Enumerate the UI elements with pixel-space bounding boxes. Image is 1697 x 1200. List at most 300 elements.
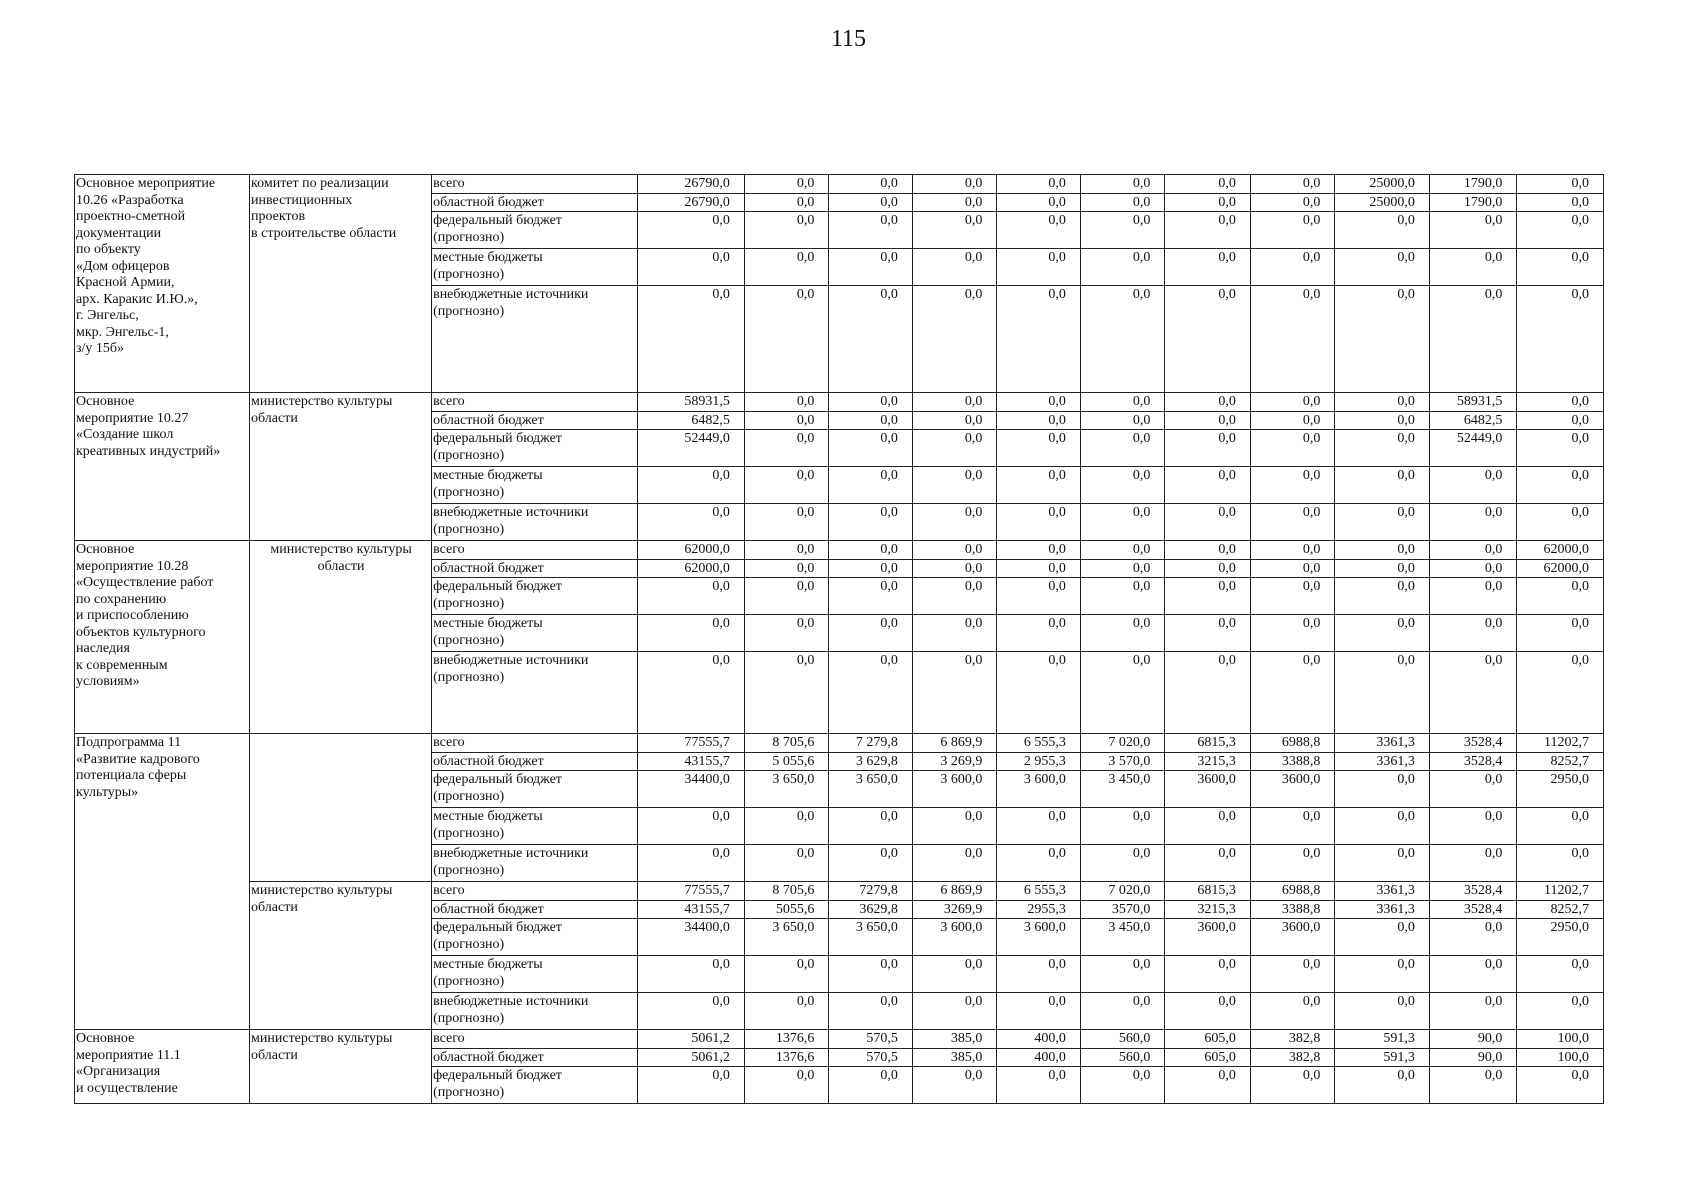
amount-cell: 0,0 bbox=[1250, 393, 1334, 412]
amount-cell: 0,0 bbox=[1335, 249, 1430, 286]
amount-cell: 0,0 bbox=[1250, 845, 1334, 882]
amount-cell: 62000,0 bbox=[1517, 541, 1604, 560]
activity-name-cell: Основное мероприятие 11.1 «Организация и осуществление bbox=[75, 1030, 250, 1104]
amount-cell: 0,0 bbox=[1250, 504, 1334, 541]
amount-cell: 0,0 bbox=[638, 808, 745, 845]
amount-cell: 0,0 bbox=[997, 578, 1080, 615]
amount-cell: 0,0 bbox=[829, 249, 912, 286]
amount-cell: 0,0 bbox=[1080, 956, 1164, 993]
amount-cell: 0,0 bbox=[997, 249, 1080, 286]
amount-cell: 0,0 bbox=[1250, 411, 1334, 430]
amount-cell: 0,0 bbox=[829, 1067, 912, 1104]
funding-source-cell: федеральный бюджет (прогнозно) bbox=[432, 771, 638, 808]
funding-source-cell: всего bbox=[432, 541, 638, 560]
amount-cell: 0,0 bbox=[638, 212, 745, 249]
amount-cell: 0,0 bbox=[638, 652, 745, 734]
funding-source-cell: областной бюджет bbox=[432, 1048, 638, 1067]
funding-source-cell: внебюджетные источники (прогнозно) bbox=[432, 652, 638, 734]
amount-cell: 0,0 bbox=[1429, 212, 1517, 249]
amount-cell: 3528,4 bbox=[1429, 882, 1517, 901]
amount-cell: 0,0 bbox=[1335, 808, 1430, 845]
amount-cell: 0,0 bbox=[1080, 808, 1164, 845]
funding-source-cell: всего bbox=[432, 882, 638, 901]
amount-cell: 3600,0 bbox=[1250, 771, 1334, 808]
amount-cell: 3570,0 bbox=[1080, 900, 1164, 919]
amount-cell: 2 955,3 bbox=[997, 752, 1080, 771]
amount-cell: 6988,8 bbox=[1250, 734, 1334, 753]
funding-source-cell: федеральный бюджет (прогнозно) bbox=[432, 919, 638, 956]
amount-cell: 0,0 bbox=[1517, 956, 1604, 993]
amount-cell: 0,0 bbox=[744, 808, 828, 845]
amount-cell: 0,0 bbox=[1517, 175, 1604, 194]
activity-name-cell: Основное мероприятие 10.26 «Разработка проектно-сметной документации по объекту «Дом офицеров Красной Армии, арх. Каракис И.Ю.», г. Энгельс, мкр. Энгельс-1, з/у 15б» bbox=[75, 175, 250, 393]
funding-source-cell: внебюджетные источники (прогнозно) bbox=[432, 504, 638, 541]
funding-source-cell: внебюджетные источники (прогнозно) bbox=[432, 845, 638, 882]
amount-cell: 0,0 bbox=[1335, 430, 1430, 467]
amount-cell: 0,0 bbox=[1335, 956, 1430, 993]
amount-cell: 0,0 bbox=[1429, 808, 1517, 845]
amount-cell: 0,0 bbox=[1165, 249, 1251, 286]
amount-cell: 0,0 bbox=[997, 541, 1080, 560]
amount-cell: 0,0 bbox=[638, 615, 745, 652]
amount-cell: 0,0 bbox=[1429, 652, 1517, 734]
amount-cell: 0,0 bbox=[829, 175, 912, 194]
amount-cell: 0,0 bbox=[1165, 578, 1251, 615]
amount-cell: 0,0 bbox=[829, 393, 912, 412]
amount-cell: 382,8 bbox=[1250, 1048, 1334, 1067]
amount-cell: 0,0 bbox=[1165, 541, 1251, 560]
amount-cell: 3 650,0 bbox=[744, 919, 828, 956]
amount-cell: 3 269,9 bbox=[912, 752, 996, 771]
amount-cell: 6482,5 bbox=[1429, 411, 1517, 430]
amount-cell: 0,0 bbox=[1080, 175, 1164, 194]
amount-cell: 0,0 bbox=[1335, 919, 1430, 956]
amount-cell: 0,0 bbox=[1335, 845, 1430, 882]
amount-cell: 0,0 bbox=[829, 212, 912, 249]
amount-cell: 3215,3 bbox=[1165, 752, 1251, 771]
amount-cell: 0,0 bbox=[912, 193, 996, 212]
amount-cell: 0,0 bbox=[1080, 249, 1164, 286]
amount-cell: 3388,8 bbox=[1250, 752, 1334, 771]
amount-cell: 0,0 bbox=[1165, 1067, 1251, 1104]
amount-cell: 0,0 bbox=[912, 504, 996, 541]
funding-source-cell: федеральный бюджет (прогнозно) bbox=[432, 1067, 638, 1104]
amount-cell: 0,0 bbox=[997, 393, 1080, 412]
amount-cell: 0,0 bbox=[997, 175, 1080, 194]
amount-cell: 5061,2 bbox=[638, 1048, 745, 1067]
amount-cell: 0,0 bbox=[1429, 993, 1517, 1030]
amount-cell: 382,8 bbox=[1250, 1030, 1334, 1049]
amount-cell: 0,0 bbox=[1429, 1067, 1517, 1104]
amount-cell: 0,0 bbox=[912, 286, 996, 393]
amount-cell: 0,0 bbox=[997, 286, 1080, 393]
funding-source-cell: всего bbox=[432, 393, 638, 412]
amount-cell: 0,0 bbox=[1165, 615, 1251, 652]
amount-cell: 0,0 bbox=[1335, 771, 1430, 808]
amount-cell: 0,0 bbox=[912, 615, 996, 652]
amount-cell: 3 450,0 bbox=[1080, 919, 1164, 956]
amount-cell: 0,0 bbox=[912, 845, 996, 882]
amount-cell: 0,0 bbox=[912, 808, 996, 845]
funding-source-cell: областной бюджет bbox=[432, 559, 638, 578]
amount-cell: 0,0 bbox=[1429, 559, 1517, 578]
amount-cell: 0,0 bbox=[829, 193, 912, 212]
amount-cell: 0,0 bbox=[1165, 652, 1251, 734]
funding-source-cell: местные бюджеты (прогнозно) bbox=[432, 467, 638, 504]
amount-cell: 0,0 bbox=[1335, 578, 1430, 615]
funding-source-cell: всего bbox=[432, 175, 638, 194]
amount-cell: 1790,0 bbox=[1429, 193, 1517, 212]
amount-cell: 6815,3 bbox=[1165, 882, 1251, 901]
amount-cell: 0,0 bbox=[1250, 578, 1334, 615]
amount-cell: 0,0 bbox=[912, 578, 996, 615]
amount-cell: 605,0 bbox=[1165, 1048, 1251, 1067]
amount-cell: 0,0 bbox=[1517, 578, 1604, 615]
amount-cell: 3361,3 bbox=[1335, 900, 1430, 919]
amount-cell: 0,0 bbox=[1165, 212, 1251, 249]
amount-cell: 0,0 bbox=[1250, 430, 1334, 467]
amount-cell: 0,0 bbox=[744, 845, 828, 882]
amount-cell: 0,0 bbox=[1080, 393, 1164, 412]
amount-cell: 0,0 bbox=[1429, 249, 1517, 286]
amount-cell: 0,0 bbox=[912, 993, 996, 1030]
amount-cell: 0,0 bbox=[912, 467, 996, 504]
amount-cell: 0,0 bbox=[1080, 578, 1164, 615]
amount-cell: 385,0 bbox=[912, 1030, 996, 1049]
funding-source-cell: всего bbox=[432, 734, 638, 753]
amount-cell: 0,0 bbox=[638, 249, 745, 286]
amount-cell: 0,0 bbox=[829, 615, 912, 652]
amount-cell: 1376,6 bbox=[744, 1030, 828, 1049]
amount-cell: 0,0 bbox=[1517, 615, 1604, 652]
page-number: 115 bbox=[830, 26, 867, 52]
funding-source-cell: местные бюджеты (прогнозно) bbox=[432, 956, 638, 993]
amount-cell: 0,0 bbox=[1250, 212, 1334, 249]
funding-source-cell: всего bbox=[432, 1030, 638, 1049]
amount-cell: 7 020,0 bbox=[1080, 882, 1164, 901]
amount-cell: 0,0 bbox=[1335, 411, 1430, 430]
amount-cell: 3 600,0 bbox=[997, 919, 1080, 956]
amount-cell: 3 650,0 bbox=[744, 771, 828, 808]
amount-cell: 1376,6 bbox=[744, 1048, 828, 1067]
amount-cell: 0,0 bbox=[1250, 249, 1334, 286]
amount-cell: 3 600,0 bbox=[912, 919, 996, 956]
table-row bbox=[75, 393, 1604, 412]
amount-cell: 3361,3 bbox=[1335, 734, 1430, 753]
amount-cell: 0,0 bbox=[1250, 808, 1334, 845]
amount-cell: 3361,3 bbox=[1335, 752, 1430, 771]
amount-cell: 3 600,0 bbox=[912, 771, 996, 808]
amount-cell: 0,0 bbox=[1165, 175, 1251, 194]
amount-cell: 5061,2 bbox=[638, 1030, 745, 1049]
amount-cell: 26790,0 bbox=[638, 193, 745, 212]
amount-cell: 0,0 bbox=[1250, 559, 1334, 578]
amount-cell: 34400,0 bbox=[638, 919, 745, 956]
amount-cell: 0,0 bbox=[1517, 411, 1604, 430]
amount-cell: 0,0 bbox=[744, 411, 828, 430]
amount-cell: 0,0 bbox=[1429, 615, 1517, 652]
amount-cell: 43155,7 bbox=[638, 752, 745, 771]
table-row bbox=[75, 175, 1604, 194]
amount-cell: 25000,0 bbox=[1335, 175, 1430, 194]
amount-cell: 0,0 bbox=[912, 175, 996, 194]
amount-cell: 0,0 bbox=[1517, 652, 1604, 734]
amount-cell: 3 570,0 bbox=[1080, 752, 1164, 771]
activity-name-cell: Основное мероприятие 10.28 «Осуществление работ по сохранению и приспособлению объектов культурного наследия к современным условиям» bbox=[75, 541, 250, 734]
amount-cell: 0,0 bbox=[1517, 430, 1604, 467]
amount-cell: 3361,3 bbox=[1335, 882, 1430, 901]
amount-cell: 0,0 bbox=[744, 578, 828, 615]
amount-cell: 8252,7 bbox=[1517, 752, 1604, 771]
amount-cell: 11202,7 bbox=[1517, 734, 1604, 753]
amount-cell: 0,0 bbox=[1517, 467, 1604, 504]
amount-cell: 0,0 bbox=[744, 615, 828, 652]
amount-cell: 0,0 bbox=[1335, 615, 1430, 652]
amount-cell: 0,0 bbox=[744, 193, 828, 212]
amount-cell: 0,0 bbox=[744, 559, 828, 578]
amount-cell: 0,0 bbox=[744, 212, 828, 249]
amount-cell: 43155,7 bbox=[638, 900, 745, 919]
amount-cell: 62000,0 bbox=[638, 541, 745, 560]
amount-cell: 0,0 bbox=[1517, 808, 1604, 845]
amount-cell: 0,0 bbox=[1165, 393, 1251, 412]
funding-source-cell: областной бюджет bbox=[432, 193, 638, 212]
amount-cell: 3528,4 bbox=[1429, 900, 1517, 919]
amount-cell: 7279,8 bbox=[829, 882, 912, 901]
amount-cell: 0,0 bbox=[1429, 286, 1517, 393]
amount-cell: 0,0 bbox=[638, 993, 745, 1030]
amount-cell: 0,0 bbox=[1250, 1067, 1334, 1104]
amount-cell: 77555,7 bbox=[638, 734, 745, 753]
amount-cell: 0,0 bbox=[638, 578, 745, 615]
funding-source-cell: областной бюджет bbox=[432, 411, 638, 430]
executor-cell: министерство культуры области bbox=[250, 882, 432, 1030]
amount-cell: 90,0 bbox=[1429, 1048, 1517, 1067]
amount-cell: 26790,0 bbox=[638, 175, 745, 194]
amount-cell: 0,0 bbox=[1165, 993, 1251, 1030]
amount-cell: 8 705,6 bbox=[744, 882, 828, 901]
amount-cell: 0,0 bbox=[829, 652, 912, 734]
amount-cell: 3528,4 bbox=[1429, 734, 1517, 753]
amount-cell: 0,0 bbox=[829, 411, 912, 430]
amount-cell: 0,0 bbox=[1080, 559, 1164, 578]
amount-cell: 8252,7 bbox=[1517, 900, 1604, 919]
amount-cell: 0,0 bbox=[744, 286, 828, 393]
executor-cell: министерство культуры области bbox=[250, 541, 432, 734]
amount-cell: 90,0 bbox=[1429, 1030, 1517, 1049]
table-row bbox=[75, 1030, 1604, 1049]
amount-cell: 0,0 bbox=[744, 504, 828, 541]
amount-cell: 0,0 bbox=[997, 411, 1080, 430]
amount-cell: 11202,7 bbox=[1517, 882, 1604, 901]
amount-cell: 385,0 bbox=[912, 1048, 996, 1067]
amount-cell: 0,0 bbox=[1080, 411, 1164, 430]
funding-source-cell: федеральный бюджет (прогнозно) bbox=[432, 212, 638, 249]
amount-cell: 0,0 bbox=[912, 212, 996, 249]
amount-cell: 0,0 bbox=[997, 993, 1080, 1030]
amount-cell: 0,0 bbox=[997, 808, 1080, 845]
amount-cell: 0,0 bbox=[1080, 286, 1164, 393]
amount-cell: 0,0 bbox=[1517, 249, 1604, 286]
amount-cell: 0,0 bbox=[744, 956, 828, 993]
amount-cell: 0,0 bbox=[1250, 467, 1334, 504]
amount-cell: 0,0 bbox=[1429, 541, 1517, 560]
amount-cell: 3600,0 bbox=[1250, 919, 1334, 956]
amount-cell: 560,0 bbox=[1080, 1030, 1164, 1049]
amount-cell: 0,0 bbox=[1335, 212, 1430, 249]
amount-cell: 0,0 bbox=[1429, 578, 1517, 615]
amount-cell: 0,0 bbox=[1335, 993, 1430, 1030]
amount-cell: 0,0 bbox=[997, 430, 1080, 467]
amount-cell: 3269,9 bbox=[912, 900, 996, 919]
amount-cell: 1790,0 bbox=[1429, 175, 1517, 194]
amount-cell: 0,0 bbox=[1080, 504, 1164, 541]
amount-cell: 6 555,3 bbox=[997, 882, 1080, 901]
amount-cell: 3 650,0 bbox=[829, 771, 912, 808]
amount-cell: 6988,8 bbox=[1250, 882, 1334, 901]
amount-cell: 6 869,9 bbox=[912, 734, 996, 753]
amount-cell: 0,0 bbox=[997, 559, 1080, 578]
amount-cell: 5 055,6 bbox=[744, 752, 828, 771]
amount-cell: 100,0 bbox=[1517, 1048, 1604, 1067]
funding-source-cell: внебюджетные источники (прогнозно) bbox=[432, 993, 638, 1030]
amount-cell: 25000,0 bbox=[1335, 193, 1430, 212]
amount-cell: 0,0 bbox=[744, 467, 828, 504]
amount-cell: 0,0 bbox=[1517, 212, 1604, 249]
amount-cell: 0,0 bbox=[997, 212, 1080, 249]
amount-cell: 3600,0 bbox=[1165, 771, 1251, 808]
amount-cell: 62000,0 bbox=[638, 559, 745, 578]
amount-cell: 0,0 bbox=[997, 467, 1080, 504]
amount-cell: 58931,5 bbox=[638, 393, 745, 412]
amount-cell: 0,0 bbox=[1335, 393, 1430, 412]
amount-cell: 100,0 bbox=[1517, 1030, 1604, 1049]
amount-cell: 0,0 bbox=[744, 393, 828, 412]
amount-cell: 0,0 bbox=[1165, 845, 1251, 882]
table-row bbox=[75, 734, 1604, 753]
amount-cell: 0,0 bbox=[1335, 1067, 1430, 1104]
amount-cell: 34400,0 bbox=[638, 771, 745, 808]
amount-cell: 0,0 bbox=[1250, 541, 1334, 560]
amount-cell: 3 450,0 bbox=[1080, 771, 1164, 808]
amount-cell: 0,0 bbox=[638, 956, 745, 993]
funding-source-cell: внебюджетные источники (прогнозно) bbox=[432, 286, 638, 393]
amount-cell: 0,0 bbox=[1080, 467, 1164, 504]
amount-cell: 570,5 bbox=[829, 1030, 912, 1049]
activity-name-cell: Основное мероприятие 10.27 «Создание школ креативных индустрий» bbox=[75, 393, 250, 541]
amount-cell: 0,0 bbox=[997, 615, 1080, 652]
activity-name-cell: Подпрограмма 11 «Развитие кадрового потенциала сферы культуры» bbox=[75, 734, 250, 1030]
amount-cell: 6 555,3 bbox=[997, 734, 1080, 753]
amount-cell: 0,0 bbox=[912, 393, 996, 412]
amount-cell: 7 279,8 bbox=[829, 734, 912, 753]
amount-cell: 0,0 bbox=[829, 559, 912, 578]
amount-cell: 0,0 bbox=[1080, 1067, 1164, 1104]
amount-cell: 0,0 bbox=[1165, 430, 1251, 467]
amount-cell: 0,0 bbox=[1429, 956, 1517, 993]
amount-cell: 0,0 bbox=[1165, 559, 1251, 578]
amount-cell: 0,0 bbox=[744, 430, 828, 467]
table-row bbox=[75, 541, 1604, 560]
amount-cell: 5055,6 bbox=[744, 900, 828, 919]
funding-source-cell: областной бюджет bbox=[432, 900, 638, 919]
amount-cell: 0,0 bbox=[638, 286, 745, 393]
amount-cell: 0,0 bbox=[1429, 771, 1517, 808]
amount-cell: 0,0 bbox=[1429, 467, 1517, 504]
amount-cell: 3528,4 bbox=[1429, 752, 1517, 771]
amount-cell: 62000,0 bbox=[1517, 559, 1604, 578]
amount-cell: 0,0 bbox=[1165, 504, 1251, 541]
amount-cell: 0,0 bbox=[744, 175, 828, 194]
budget-table bbox=[74, 174, 1604, 1104]
amount-cell: 0,0 bbox=[1080, 845, 1164, 882]
table-row bbox=[75, 882, 1604, 901]
executor-cell: комитет по реализации инвестиционных проектов в строительстве области bbox=[250, 175, 432, 393]
amount-cell: 0,0 bbox=[912, 430, 996, 467]
amount-cell: 0,0 bbox=[1335, 559, 1430, 578]
funding-source-cell: местные бюджеты (прогнозно) bbox=[432, 615, 638, 652]
amount-cell: 0,0 bbox=[912, 541, 996, 560]
executor-cell: министерство культуры области bbox=[250, 393, 432, 541]
amount-cell: 0,0 bbox=[1517, 393, 1604, 412]
amount-cell: 0,0 bbox=[997, 1067, 1080, 1104]
amount-cell: 0,0 bbox=[1165, 411, 1251, 430]
amount-cell: 0,0 bbox=[1335, 504, 1430, 541]
amount-cell: 0,0 bbox=[1250, 652, 1334, 734]
amount-cell: 0,0 bbox=[1517, 504, 1604, 541]
amount-cell: 560,0 bbox=[1080, 1048, 1164, 1067]
amount-cell: 0,0 bbox=[829, 578, 912, 615]
amount-cell: 0,0 bbox=[1429, 504, 1517, 541]
amount-cell: 0,0 bbox=[1165, 286, 1251, 393]
amount-cell: 0,0 bbox=[638, 1067, 745, 1104]
executor-cell bbox=[250, 734, 432, 882]
amount-cell: 2955,3 bbox=[997, 900, 1080, 919]
amount-cell: 6482,5 bbox=[638, 411, 745, 430]
amount-cell: 0,0 bbox=[829, 845, 912, 882]
amount-cell: 7 020,0 bbox=[1080, 734, 1164, 753]
funding-source-cell: областной бюджет bbox=[432, 752, 638, 771]
amount-cell: 0,0 bbox=[829, 956, 912, 993]
amount-cell: 0,0 bbox=[997, 845, 1080, 882]
amount-cell: 0,0 bbox=[1080, 430, 1164, 467]
amount-cell: 570,5 bbox=[829, 1048, 912, 1067]
amount-cell: 0,0 bbox=[1429, 919, 1517, 956]
amount-cell: 0,0 bbox=[1165, 193, 1251, 212]
amount-cell: 0,0 bbox=[1335, 286, 1430, 393]
amount-cell: 77555,7 bbox=[638, 882, 745, 901]
amount-cell: 0,0 bbox=[829, 286, 912, 393]
amount-cell: 0,0 bbox=[997, 652, 1080, 734]
amount-cell: 0,0 bbox=[912, 1067, 996, 1104]
amount-cell: 0,0 bbox=[638, 845, 745, 882]
amount-cell: 0,0 bbox=[1165, 467, 1251, 504]
amount-cell: 0,0 bbox=[1250, 175, 1334, 194]
amount-cell: 0,0 bbox=[829, 541, 912, 560]
amount-cell: 0,0 bbox=[829, 467, 912, 504]
amount-cell: 400,0 bbox=[997, 1048, 1080, 1067]
amount-cell: 52449,0 bbox=[1429, 430, 1517, 467]
amount-cell: 58931,5 bbox=[1429, 393, 1517, 412]
amount-cell: 0,0 bbox=[744, 1067, 828, 1104]
amount-cell: 52449,0 bbox=[638, 430, 745, 467]
amount-cell: 0,0 bbox=[912, 559, 996, 578]
amount-cell: 591,3 bbox=[1335, 1048, 1430, 1067]
amount-cell: 0,0 bbox=[1080, 193, 1164, 212]
amount-cell: 0,0 bbox=[829, 430, 912, 467]
amount-cell: 0,0 bbox=[829, 808, 912, 845]
amount-cell: 0,0 bbox=[638, 467, 745, 504]
